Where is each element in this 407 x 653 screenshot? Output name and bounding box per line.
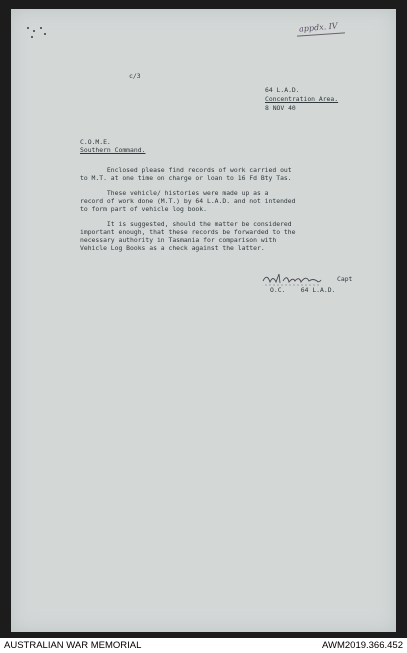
addressee-line2: Southern Command. — [80, 146, 146, 154]
paragraph-1: Enclosed please find records of work carried out to M.T. at one time on charge or loan to 16 Fd Bty Tas. — [80, 166, 292, 183]
institution-name: AUSTRALIAN WAR MEMORIAL — [4, 640, 142, 651]
staple-hole — [27, 27, 29, 29]
staple-hole — [31, 36, 33, 38]
sender-unit: 64 L.A.D. — [265, 86, 300, 94]
paragraph-3: It is suggested, should the matter be considered important enough, that these records be forwarded to the necessary authority in Tasmania for comparison with Vehicle Log Books as a check against the latter. — [80, 220, 296, 253]
signoff-line: O.C. 64 L.A.D. — [270, 286, 336, 294]
addressee-line1: C.O.M.E. — [80, 138, 111, 146]
accession-number: AWM2019.366.452 — [322, 640, 403, 651]
staple-hole — [40, 27, 42, 29]
archive-footer — [0, 638, 407, 653]
reference-number: c/3 — [129, 72, 141, 80]
signatory-rank: Capt — [337, 275, 353, 283]
staple-hole — [33, 30, 35, 32]
handwritten-annotation: appdx. IV — [298, 21, 338, 34]
letter-date: 8 NOV 40 — [265, 104, 296, 112]
paragraph-2: These vehicle/ histories were made up as a record of work done (M.T.) by 64 L.A.D. and not intended to form part of vehicle log book. — [80, 189, 296, 214]
sender-location: Concentration Area. — [265, 95, 339, 103]
document-page — [11, 9, 396, 632]
staple-hole — [44, 33, 46, 35]
